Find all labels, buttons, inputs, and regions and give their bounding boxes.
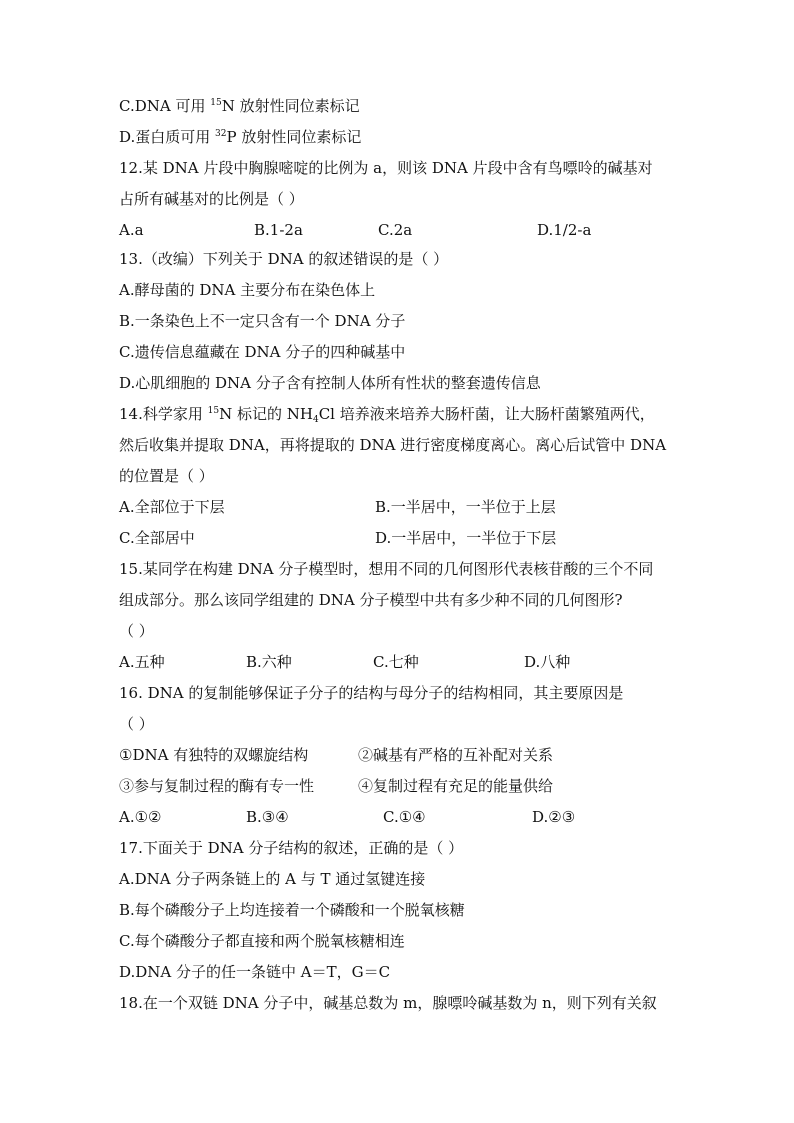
q12-option-b: B.1-2a [254,221,303,239]
q16-item-2: ②碱基有严格的互补配对关系 [358,746,554,764]
q12-option-d: D.1/2-a [537,221,592,239]
q16-option-d: D.②③ [532,808,576,826]
q15-option-b: B.六种 [246,653,292,671]
q16-option-c: C.①④ [383,808,426,826]
q16-option-b: B.③④ [246,808,289,826]
q15-stem-line3: （ ） [119,622,154,640]
q13-option-b: B.一条染色上不一定只含有一个 DNA 分子 [119,312,406,330]
q13-stem: 13.（改编）下列关于 DNA 的叙述错误的是（ ） [119,250,449,268]
q15-stem-line1: 15.某同学在构建 DNA 分子模型时，想用不同的几何图形代表核苷酸的三个不同 [119,560,654,578]
q15-option-d: D.八种 [524,653,571,671]
q11-option-d: D.蛋白质可用 $^{32}$P 放射性同位素标记 [119,128,362,146]
q16-stem-line1: 16. DNA 的复制能够保证子分子的结构与母分子的结构相同，其主要原因是 [119,684,624,702]
q13-option-d: D.心肌细胞的 DNA 分子含有控制人体所有性状的整套遗传信息 [119,374,541,392]
q13-option-c: C.遗传信息蕴藏在 DNA 分子的四种碱基中 [119,343,406,361]
q15-option-c: C.七种 [373,653,419,671]
q18-stem-line1: 18.在一个双链 DNA 分子中，碱基总数为 m，腺嘌呤碱基数为 n，则下列有关叙 [119,994,657,1012]
q12-stem-line1: 12.某 DNA 片段中胸腺嘧啶的比例为 a，则该 DNA 片段中含有鸟嘌呤的碱基对 [119,159,653,177]
q16-option-a: A.①② [119,808,162,826]
q14-option-d: D.一半居中，一半位于下层 [375,529,557,547]
q16-item-3: ③参与复制过程的酶有专一性 [119,777,315,795]
q14-stem-line3: 的位置是（ ） [119,467,214,485]
q15-stem-line2: 组成部分。那么该同学组建的 DNA 分子模型中共有多少种不同的几何图形? [119,591,623,609]
q14-stem-line1: 14.科学家用 $^{15}$N 标记的 $NH_4Cl$ 培养液来培养大肠杆菌，让大肠杆菌繁殖两代， [119,405,655,425]
q14-option-a: A.全部位于下层 [119,498,225,516]
q17-option-c: C.每个磷酸分子都直接和两个脱氧核糖相连 [119,932,405,950]
q16-item-4: ④复制过程有充足的能量供给 [358,777,554,795]
q17-option-b: B.每个磷酸分子上均连接着一个磷酸和一个脱氧核糖 [119,901,465,919]
q15-option-a: A.五种 [119,653,165,671]
q17-option-d: D.DNA 分子的任一条链中 A＝T，G＝C [119,963,391,981]
q13-option-a: A.酵母菌的 DNA 主要分布在染色体上 [119,281,376,299]
q16-item-1: ①DNA 有独特的双螺旋结构 [119,746,309,764]
q11-option-c: C.DNA 可用 $^{15}$N 放射性同位素标记 [119,97,360,115]
q12-option-c: C.2a [378,221,413,239]
q14-option-b: B.一半居中，一半位于上层 [375,498,556,516]
q17-stem: 17.下面关于 DNA 分子结构的叙述，正确的是（ ） [119,839,464,857]
q17-option-a: A.DNA 分子两条链上的 A 与 T 通过氢键连接 [119,870,426,888]
q14-stem-line2: 然后收集并提取 DNA，再将提取的 DNA 进行密度梯度离心。离心后试管中 DNA [119,436,667,454]
q12-option-a: A.a [119,221,144,239]
q14-option-c: C.全部居中 [119,529,195,547]
q16-stem-line2: （ ） [119,715,154,733]
q12-stem-line2: 占所有碱基对的比例是（ ） [119,190,304,208]
